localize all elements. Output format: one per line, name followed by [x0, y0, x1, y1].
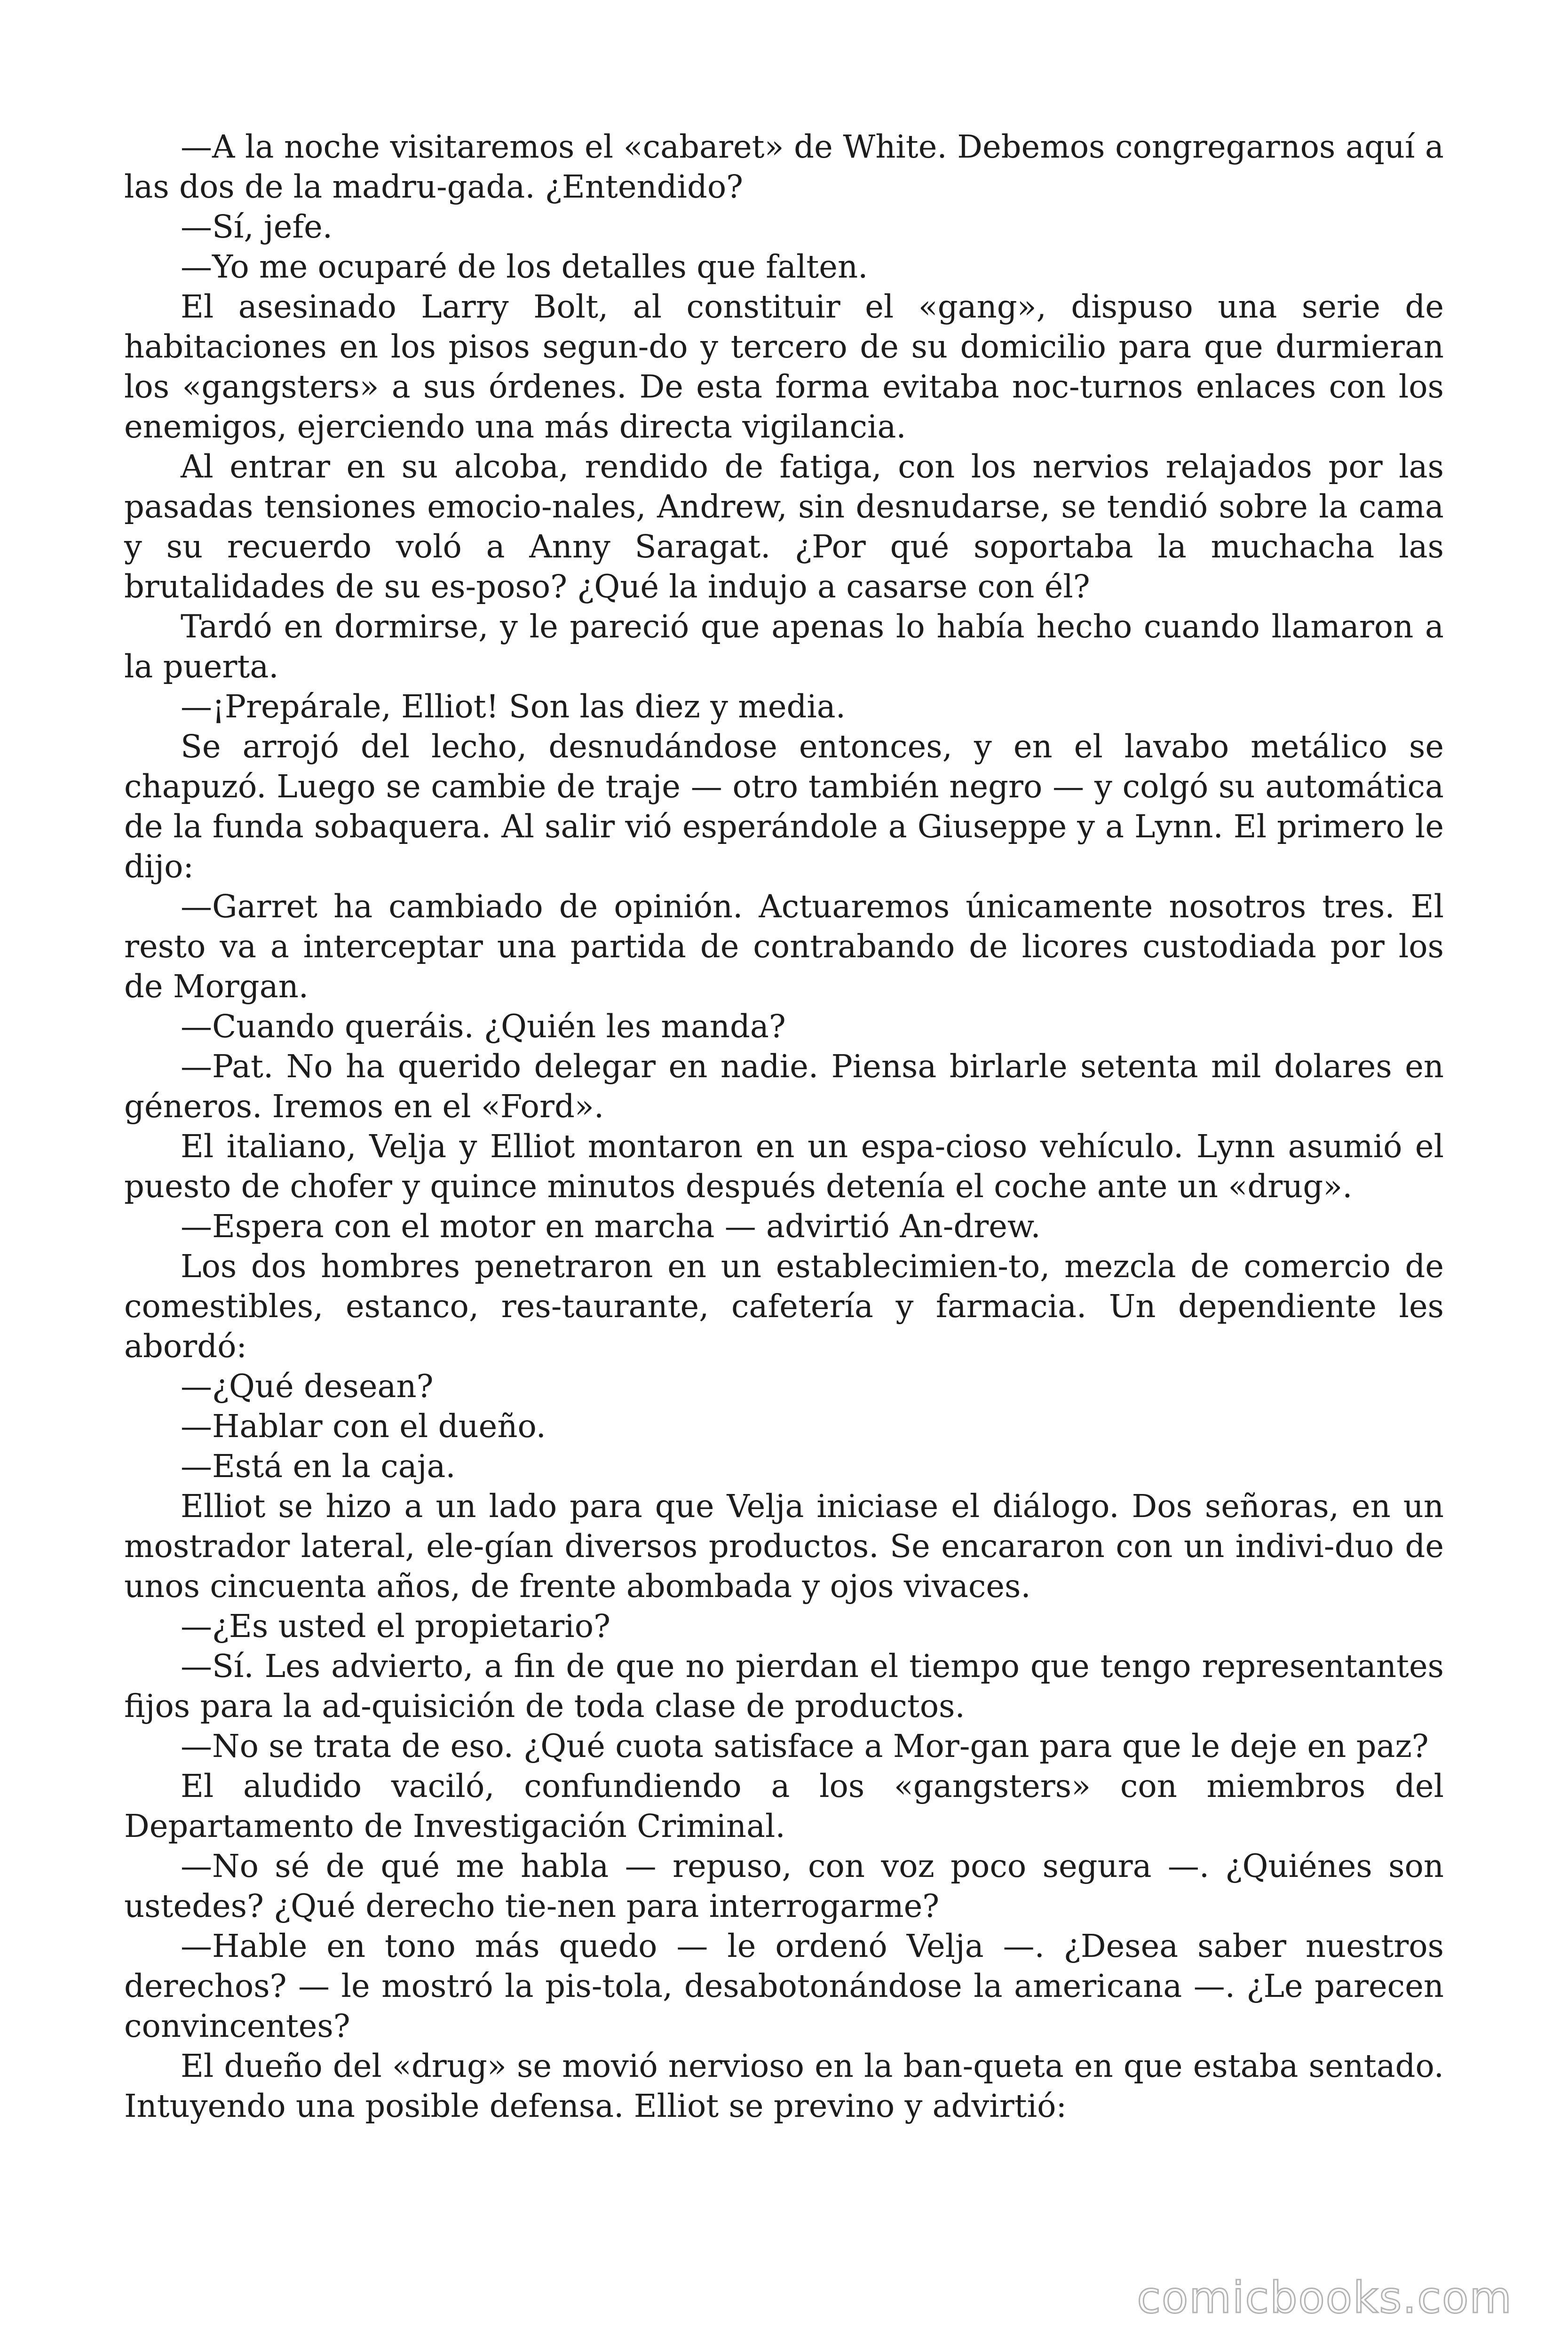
paragraph: El dueño del «drug» se movió nervioso en la ban-queta en que estaba sentado. Intuyendo una posible defensa. Elliot se previno y advirtió: [124, 2048, 1444, 2124]
paragraph: —¿Qué desean? [181, 1368, 434, 1405]
paragraph: El aludido vaciló, confundiendo a los «gangsters» con miembros del Departamento de Investigación Criminal. [124, 1768, 1444, 1844]
paragraph: —Sí. Les advierto, a fin de que no pierdan el tiempo que tengo representantes fijos para la ad-quisición de toda clase de productos. [124, 1648, 1444, 1724]
page-text [124, 127, 1444, 2126]
paragraph: —Espera con el motor en marcha — advirtió An-drew. [181, 1208, 1041, 1245]
paragraph: El italiano, Velja y Elliot montaron en un espa-cioso vehículo. Lynn asumió el puesto de chofer y quince minutos después detenía el coche ante un «drug». [124, 1128, 1444, 1205]
paragraph: Tardó en dormirse, y le pareció que apenas lo había hecho cuando llamaron a la puerta. [124, 608, 1444, 685]
paragraph: —A la noche visitaremos el «cabaret» de White. Debemos congregarnos aquí a las dos de la madru-gada. ¿Entendido? [124, 128, 1444, 205]
paragraph: —Pat. No ha querido delegar en nadie. Piensa birlarle setenta mil dolares en géneros. Iremos en el «Ford». [124, 1048, 1444, 1125]
paragraph: —¡Prepárale, Elliot! Son las diez y media. [181, 688, 846, 725]
paragraph: —Hable en tono más quedo — le ordenó Velja —. ¿Desea saber nuestros derechos? — le mostró la pis-tola, desabotonándose la americana —. ¿Le parecen convincentes? [124, 1928, 1444, 2044]
paragraph: —Sí, jefe. [181, 208, 333, 245]
paragraph: —Yo me ocuparé de los detalles que falten. [181, 248, 868, 285]
paragraph: Se arrojó del lecho, desnudándose entonces, y en el lavabo metálico se chapuzó. Luego se cambie de traje — otro también negro — y colgó su automática de la funda sobaquera. Al salir vió esperándole a Giuseppe y a Lynn. El primero le dijo: [124, 728, 1444, 885]
paragraph: Al entrar en su alcoba, rendido de fatiga, con los nervios relajados por las pasadas tensiones emocio-nales, Andrew, sin desnudarse, se tendió sobre la cama y su recuerdo voló a Anny Saragat. ¿Por qué soportaba la muchacha las brutalidades de su es-poso? ¿Qué la indujo a casarse con él? [124, 448, 1444, 605]
paragraph: —No sé de qué me habla — repuso, con voz poco segura —. ¿Quiénes son ustedes? ¿Qué derecho tie-nen para interrogarme? [124, 1848, 1444, 1924]
paragraph: —Hablar con el dueño. [181, 1408, 546, 1445]
paragraph: Elliot se hizo a un lado para que Velja iniciase el diálogo. Dos señoras, en un mostrador lateral, ele-gían diversos productos. Se encararon con un indivi-duo de unos cincuenta años, de frente abombada y ojos vivaces. [124, 1488, 1444, 1605]
paragraph: —Garret ha cambiado de opinión. Actuaremos únicamente nosotros tres. El resto va a interceptar una partida de contrabando de licores custodiada por los de Morgan. [124, 888, 1444, 1005]
paragraph: Los dos hombres penetraron en un establecimien-to, mezcla de comercio de comestibles, estanco, res-taurante, cafetería y farmacia. Un dependiente les abordó: [124, 1248, 1444, 1365]
paragraph: —¿Es usted el propietario? [181, 1608, 610, 1645]
paragraph: —Cuando queráis. ¿Quién les manda? [181, 1008, 786, 1045]
paragraph: —No se trata de eso. ¿Qué cuota satisface a Mor-gan para que le deje en paz? [181, 1728, 1429, 1764]
paragraph: —Está en la caja. [181, 1448, 456, 1485]
watermark: comicbooks.com [1137, 2273, 1513, 2323]
paragraph: El asesinado Larry Bolt, al constituir el «gang», dispuso una serie de habitaciones en los pisos segun-do y tercero de su domicilio para que durmieran los «gangsters» a sus órdenes. De esta forma evitaba noc-turnos enlaces con los enemigos, ejerciendo una más directa vigilancia. [124, 288, 1444, 445]
